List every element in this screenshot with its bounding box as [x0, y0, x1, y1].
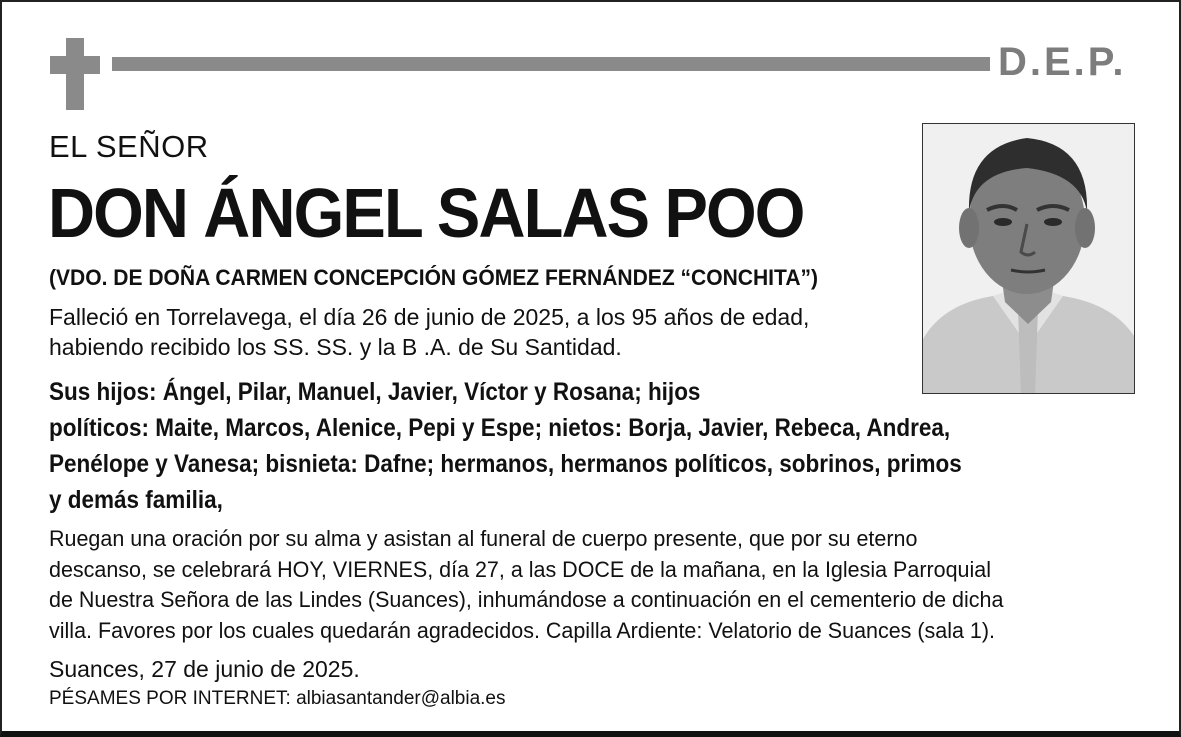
death-details [49, 302, 919, 362]
funeral-line: villa. Favores por los cuales quedarán agradecidos. Capilla Ardiente: Velatorio de Suances (sala 1). [49, 617, 996, 643]
portrait-photo [922, 123, 1135, 394]
place-date: Suances, 27 de junio de 2025. [49, 656, 360, 682]
cross-icon-arm [50, 56, 100, 74]
death-line: habiendo recibido los SS. SS. y la B .A. de Su Santidad. [49, 334, 622, 360]
family-line: Sus hijos: Ángel, Pilar, Manuel, Javier, Víctor y Rosana; hijos [49, 378, 701, 406]
family-line: y demás familia, [49, 486, 223, 514]
widow-note: (VDO. DE DOÑA CARMEN CONCEPCIÓN GÓMEZ FERNÁNDEZ “CONCHITA”) [49, 265, 819, 290]
family-line: políticos: Maite, Marcos, Alenice, Pepi y Espe; nietos: Borja, Javier, Rebeca, Andrea, [49, 414, 951, 442]
funeral-line: de Nuestra Señora de las Lindes (Suances), inhumándose a continuación en el cementerio de dicha [49, 587, 1004, 612]
condolences-email-link[interactable]: albiasantander@albia.es [296, 688, 506, 709]
family-line: Penélope y Vanesa; bisnieta: Dafne; hermanos, hermanos políticos, sobrinos, primos [49, 450, 962, 478]
funeral-line: Ruegan una oración por su alma y asistan al funeral de cuerpo presente, que por su eterno [49, 526, 918, 551]
header-rule [112, 57, 990, 71]
condolences-label: PÉSAMES POR INTERNET: [49, 688, 291, 709]
death-line: Falleció en Torrelavega, el día 26 de junio de 2025, a los 95 años de edad, [49, 304, 810, 330]
dep-label: D.E.P. [998, 40, 1127, 84]
deceased-name: DON ÁNGEL SALAS POO [48, 174, 804, 252]
funeral-line: descanso, se celebrará HOY, VIERNES, día 27, a las DOCE de la mañana, en la Iglesia Parroquial [49, 556, 991, 582]
cross-icon [66, 38, 84, 110]
title-prefix: EL SEÑOR [49, 129, 209, 164]
family-list [49, 374, 962, 518]
portrait-image [923, 124, 1134, 393]
funeral-details [49, 524, 1003, 646]
condolences-line [49, 686, 506, 712]
